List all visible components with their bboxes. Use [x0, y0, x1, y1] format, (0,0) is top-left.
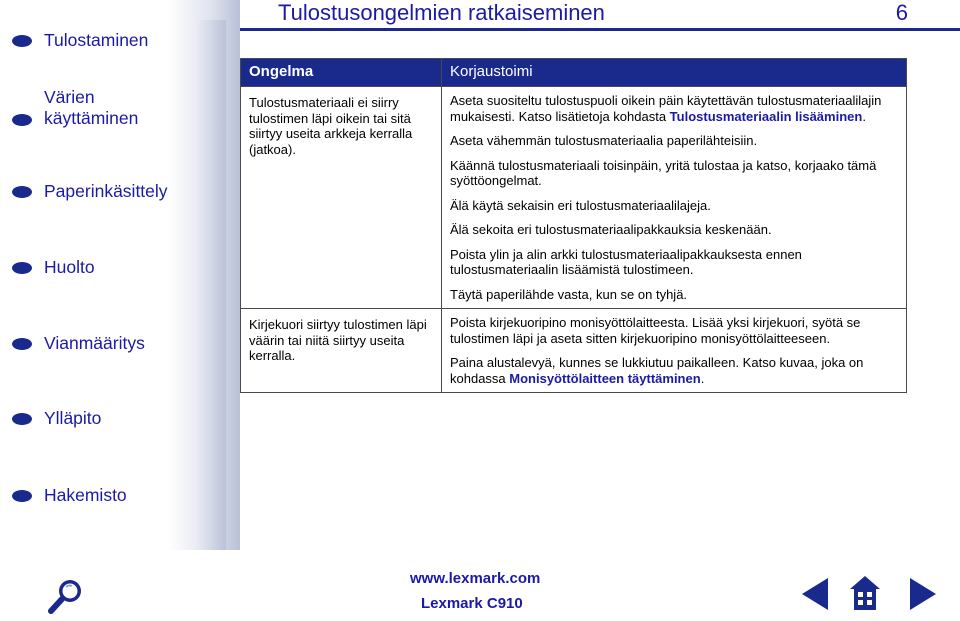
nav-bullet-icon — [12, 262, 32, 274]
page-title: Tulostusongelmien ratkaiseminen — [278, 0, 605, 25]
sidebar-item-yllapito[interactable] — [12, 408, 101, 429]
sidebar-item-label: Vianmääritys — [44, 333, 145, 353]
sidebar-item-huolto[interactable] — [12, 257, 95, 278]
sidebar-item-vianmaaritys[interactable] — [12, 333, 145, 354]
nav-bullet-icon — [12, 338, 32, 350]
column-header-solution: Korjaustoimi — [442, 59, 907, 87]
nav-bullet-icon — [12, 490, 32, 502]
action-text: Paina alustalevyä, kunnes se lukkiutuu paikalleen. Katso kuvaa, joka on kohdassa — [450, 355, 864, 386]
nav-bullet-icon — [12, 186, 32, 198]
page-number: 6 — [895, 0, 908, 25]
nav-bullet-icon — [12, 413, 32, 425]
magnifier-icon[interactable] — [48, 576, 88, 621]
nav-bullet-icon — [12, 114, 32, 126]
nav-bullet-icon — [12, 35, 32, 47]
sidebar-item-label: Huolto — [44, 257, 95, 277]
forward-arrow-icon[interactable] — [908, 576, 938, 617]
table-row — [241, 309, 907, 393]
sidebar-item-varien-kayttaminen[interactable] — [12, 87, 154, 129]
table-row — [241, 87, 907, 309]
back-arrow-icon[interactable] — [800, 576, 830, 617]
footer-url-link[interactable]: www.lexmark.com — [410, 570, 541, 587]
action-item: Älä käytä sekaisin eri tulostusmateriaalilajeja. — [450, 197, 711, 213]
column-header-problem: Ongelma — [241, 59, 442, 87]
header-divider — [240, 28, 960, 31]
troubleshooting-table — [240, 58, 907, 393]
action-item: Älä sekoita eri tulostusmateriaalipakkauksia keskenään. — [450, 222, 772, 237]
actions-cell — [442, 87, 907, 309]
sidebar-item-label: Värien käyttäminen — [44, 87, 139, 128]
actions-cell — [442, 309, 907, 393]
action-text: Aseta suositeltu tulostuspuoli oikein päin käytettävän tulostusmateriaalilajin mukaisesti. Katso lisätietoja kohdasta — [450, 93, 882, 124]
sidebar-item-tulostaminen[interactable] — [12, 30, 148, 51]
action-item — [450, 355, 898, 386]
action-item: Täytä paperilähde vasta, kun se on tyhjä. — [450, 286, 688, 302]
sidebar-item-label: Paperinkäsittely — [44, 181, 168, 201]
action-item: Poista kirjekuoripino monisyöttölaitteesta. Lisää yksi kirjekuori, syötä se tulostimen läpi ja aseta sitten kirjekuoripino monisyöttölaitteeseen. — [450, 315, 861, 346]
sidebar-item-label: Ylläpito — [44, 408, 102, 428]
action-item: Käännä tulostusmateriaali toisinpäin, yritä tulostaa ja katso, korjaako tämä syöttöongelmat. — [450, 157, 877, 188]
action-item: Aseta vähemmän tulostusmateriaalia paperilähteisiin. — [450, 133, 758, 148]
problem-cell: Tulostusmateriaali ei siirry tulostimen läpi oikein tai sitä siirtyy useita arkkeja kerralla (jatkoa). — [241, 87, 442, 309]
link-tulostusmateriaalin-lisaaminen[interactable]: Tulostusmateriaalin lisääminen — [669, 108, 863, 124]
action-item: Poista ylin ja alin arkki tulostusmateriaalipakkauksesta ennen tulostusmateriaalin lisäämistä tulostimeen. — [450, 246, 802, 277]
action-item — [450, 93, 898, 124]
home-icon[interactable] — [848, 574, 882, 617]
sidebar-item-hakemisto[interactable] — [12, 485, 127, 506]
action-text-end: . — [700, 370, 705, 386]
table-header-row — [241, 59, 907, 87]
sidebar-item-label: Tulostaminen — [44, 30, 149, 50]
sidebar-item-paperinkasittely[interactable] — [12, 181, 168, 202]
footer-model: Lexmark C910 — [421, 595, 523, 612]
sidebar-shade — [196, 20, 226, 550]
problem-cell: Kirjekuori siirtyy tulostimen läpi väärin tai niitä siirtyy useita kerralla. — [241, 309, 442, 393]
action-text-end: . — [862, 108, 866, 124]
link-monisyottolaitteen-tayttaminen[interactable]: Monisyöttölaitteen täyttäminen — [509, 370, 701, 386]
sidebar-item-label: Hakemisto — [44, 485, 127, 505]
